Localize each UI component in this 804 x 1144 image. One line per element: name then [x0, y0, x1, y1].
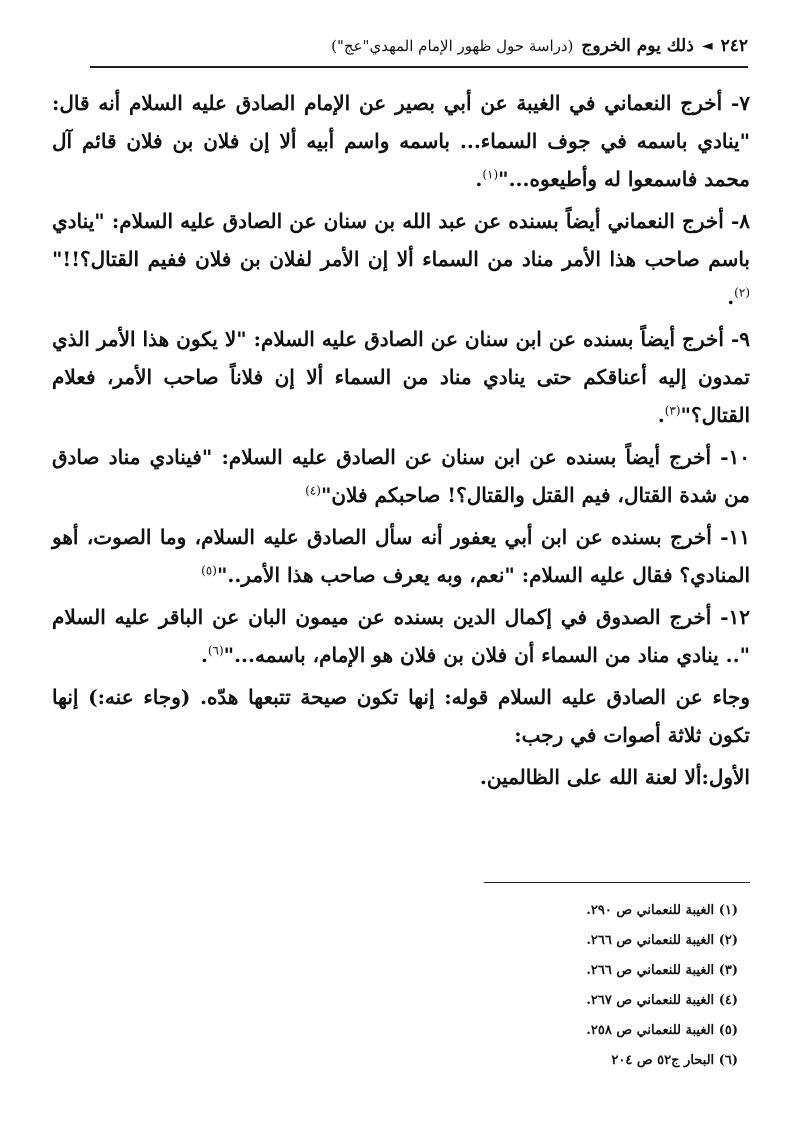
paragraph-10: ١٠- أخرج أيضاً بسنده عن ابن سنان عن الصادق عليه السلام: "فينادي مناد صادق من شدة القتال، فيم القتل والقتال؟! صاحبكم فلان"$^{(٤)}$	[52, 445, 750, 507]
header-title: ذلك يوم الخروج	[581, 36, 694, 56]
paragraph-9: ٩- أخرج أيضاً بسنده عن ابن سنان عن الصادق عليه السلام: "لا يكون هذا الأمر الذي تمدون إليه أعناقكم حتى ينادي مناد من السماء ألا إن فلاناً صاحب الأمر، فعلام القتال؟"$^{(٣)}$.	[52, 327, 750, 427]
footnotes	[586, 896, 738, 1076]
running-header	[90, 26, 748, 68]
page-number: ٢٤٢	[720, 36, 748, 56]
footnote-ref: (٣)	[664, 403, 681, 418]
footnote-ref: (٢)	[734, 285, 750, 300]
paragraph-sadiq: وجاء عن الصادق عليه السلام قوله: إنها تكون صيحة تتبعها هدّه. (وجاء عنه:) إنها تكون ثلاثة أصوات في رجب:	[52, 685, 750, 747]
arrow-icon: ◄	[701, 38, 713, 54]
paragraph-12: ١٢- أخرج الصدوق في إكمال الدين بسنده عن ميمون البان عن الباقر عليه السلام ".. ينادي مناد من السماء أن فلان بن فلان هو الإمام، باسمه..."$^{(٦)}$.	[52, 605, 750, 667]
paragraph-7: ٧- أخرج النعماني في الغيبة عن أبي بصير عن الإمام الصادق عليه السلام أنه قال: "ينادي باسمه في جوف السماء... باسمه واسم أبيه ألا إن فلان بن فلان قائم آل محمد فاسمعوا له وأطيعوه..."$^{(١)}$.	[52, 91, 750, 191]
footnote-2: (٢) الغيبة للنعماني ص ٢٦٦.	[586, 933, 738, 948]
footnote-6: (٦) البحار ج٥٢ ص ٢٠٤	[611, 1053, 738, 1068]
footnote-ref: (٦)	[207, 643, 224, 658]
paragraph-8: ٨- أخرج النعماني أيضاً بسنده عن عبد الله بن سنان عن الصادق عليه السلام: "ينادي باسم صاحب هذا الأمر مناد من السماء ألا إن الأمر لفلان بن فلان ففيم القتال؟!!"$^{(٢)}$.	[52, 209, 751, 309]
paragraph-11: ١١- أخرج بسنده عن ابن أبي يعفور أنه سأل الصادق عليه السلام، وما الصوت، أهو المنادي؟ فقال عليه السلام: "نعم، وبه يعرف صاحب هذا الأمر.."$^{(٥)}$	[52, 525, 750, 587]
paragraph-first-voice: الأول:ألا لعنة الله على الظالمين.	[479, 765, 750, 789]
footnote-ref: (٤)	[305, 483, 321, 498]
main-text	[52, 84, 750, 800]
footnote-ref: (١)	[482, 167, 499, 182]
header-subtitle: (دراسة حول ظهور الإمام المهدي"عج")	[331, 37, 574, 55]
footnote-3: (٣) الغيبة للنعماني ص ٢٦٦.	[586, 963, 738, 978]
footnote-1: (١) الغيبة للنعماني ص ٢٩٠.	[586, 903, 738, 918]
footnote-4: (٤) الغيبة للنعماني ص ٢٦٧.	[586, 993, 738, 1008]
footnote-ref: (٥)	[201, 563, 217, 578]
footnote-separator	[484, 882, 750, 883]
footnote-5: (٥) الغيبة للنعماني ص ٢٥٨.	[586, 1023, 738, 1038]
